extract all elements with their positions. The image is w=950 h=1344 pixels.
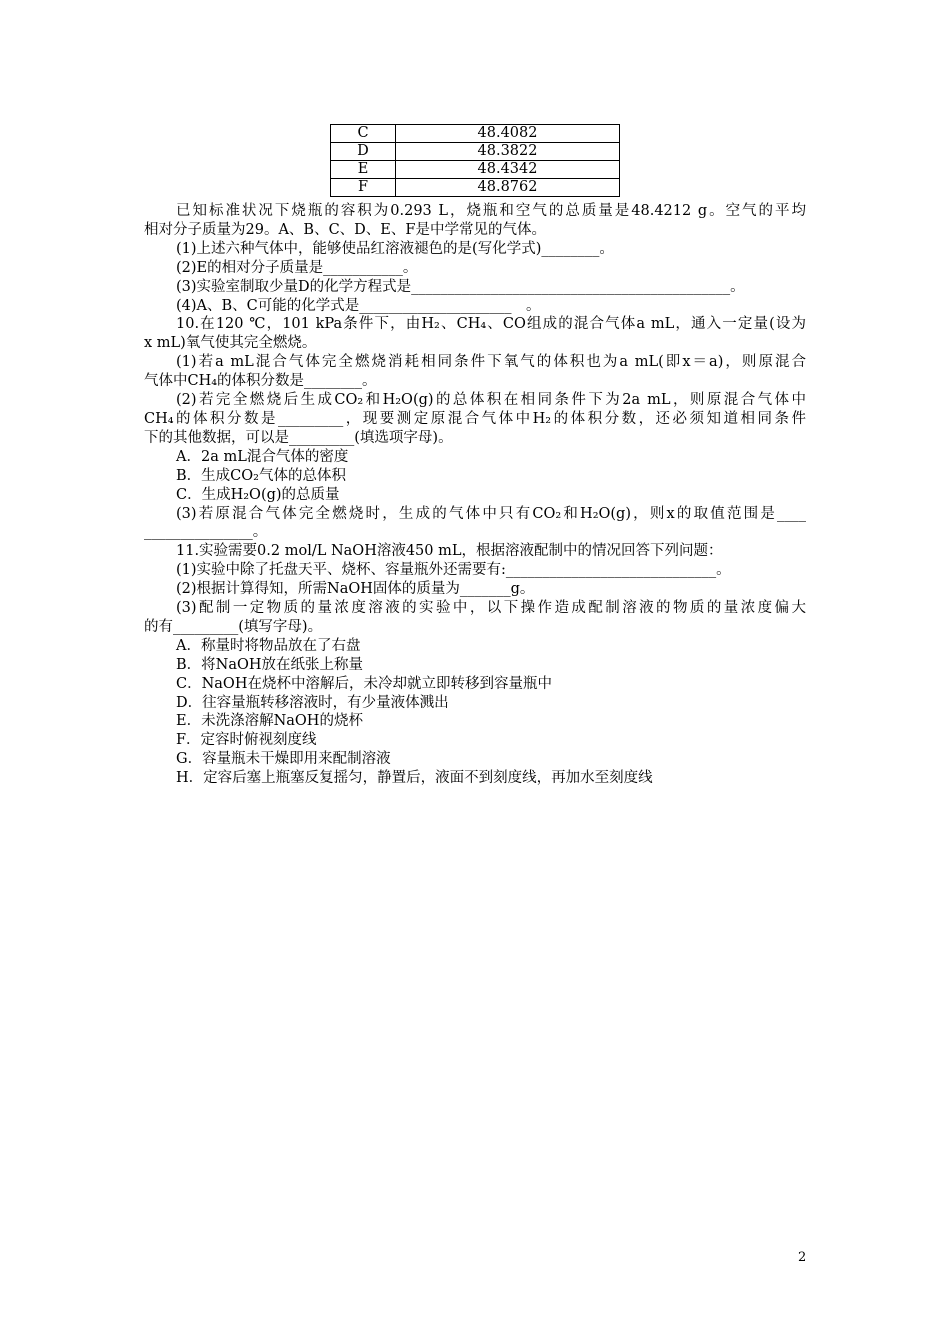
gas-cell: E [331,161,396,179]
mass-cell: 48.4342 [396,161,620,179]
text-line-q11-5: 的有_________(填写字母)。 [144,618,323,635]
text-line-q9-1: (1)上述六种气体中，能够使品红溶液褪色的是(写化学式)________。 [176,240,614,257]
mass-cell: 48.8762 [396,179,620,197]
text-line-q10-9: B．生成CO₂气体的总体积 [176,467,346,484]
text-line-q11-3: (2)根据计算得知，所需NaOH固体的质量为_______g。 [176,581,535,598]
text-line-intro-2: 相对分子质量为29。A、B、C、D、E、F是中学常见的气体。 [144,221,546,238]
table-row [331,143,620,161]
text-line-q9-2: (2)E的相对分子质量是___________。 [176,259,418,276]
text-line-q11-6: A．称量时将物品放在了右盘 [176,637,361,654]
question-text [144,202,806,788]
text-line-q11-7: B．将NaOH放在纸张上称量 [176,656,364,673]
text-line-q10-8: A．2a mL混合气体的密度 [176,448,349,465]
mass-cell: 48.4082 [396,125,620,143]
gas-mass-table [330,124,620,197]
text-line-q11-1: 11.实验需要0.2 mol/L NaOH溶液450 mL，根据溶液配制中的情况回答下列问题： [176,543,723,560]
text-line-q11-4: (3)配制一定物质的量浓度溶液的实验中，以下操作造成配制溶液的物质的量浓度偏大 [176,600,806,617]
text-line-q9-3: (3)实验室制取少量D的化学方程式是____________________________________________。 [176,278,745,295]
text-line-q11-11: F．定容时俯视刻度线 [176,732,317,749]
text-line-q11-8: C．NaOH在烧杯中溶解后，未冷却就立即转移到容量瓶中 [176,675,552,692]
text-line-q11-2: (1)实验中除了托盘天平、烧杯、容量瓶外还需要有:_____________________________。 [176,562,731,579]
gas-cell: C [331,125,396,143]
mass-cell: 48.3822 [396,143,620,161]
text-line-q10-2: x mL)氧气使其完全燃烧。 [144,335,317,352]
gas-cell: F [331,179,396,197]
text-line-q10-7: 下的其他数据，可以是_________(填选项字母)。 [144,429,453,446]
text-line-q10-6: CH₄的体积分数是_________，现要测定原混合气体中H₂的体积分数，还必须知道相同条件 [144,410,806,427]
text-line-q10-1: 10.在120 ℃，101 kPa条件下，由H₂、CH₄、CO组成的混合气体a mL，通入一定量(设为 [176,316,806,333]
text-line-q11-10: E．未洗涤溶解NaOH的烧杯 [176,713,363,730]
text-line-q10-11: (3)若原混合气体完全燃烧时，生成的气体中只有CO₂和H₂O(g)，则x的取值范围是____ [176,505,806,522]
text-line-q10-4: 气体中CH₄的体积分数是________。 [144,373,377,390]
text-line-intro-1: 已知标准状况下烧瓶的容积为0.293 L，烧瓶和空气的总质量是48.4212 g。空气的平均 [176,203,806,219]
table-row [331,125,620,143]
page-number: 2 [798,1250,807,1265]
table-row [331,161,620,179]
text-line-q11-12: G．容量瓶未干燥即用来配制溶液 [176,751,391,768]
text-line-q10-5: (2)若完全燃烧后生成CO₂和H₂O(g)的总体积在相同条件下为2a mL，则原混合气体中 [176,392,806,409]
text-line-q10-12: _______________。 [144,524,268,541]
table-row [331,179,620,197]
text-line-q9-4: (4)A、B、C可能的化学式是_____________________ 。 [176,297,541,314]
text-line-q11-13: H．定容后塞上瓶塞反复摇匀，静置后，液面不到刻度线，再加水至刻度线 [176,770,653,787]
text-line-q10-3: (1)若a mL混合气体完全燃烧消耗相同条件下氧气的体积也为a mL(即x＝a)，则原混合 [176,354,806,371]
text-line-q11-9: D．往容量瓶转移溶液时，有少量液体溅出 [176,694,449,711]
text-line-q10-10: C．生成H₂O(g)的总质量 [176,486,340,503]
gas-cell: D [331,143,396,161]
